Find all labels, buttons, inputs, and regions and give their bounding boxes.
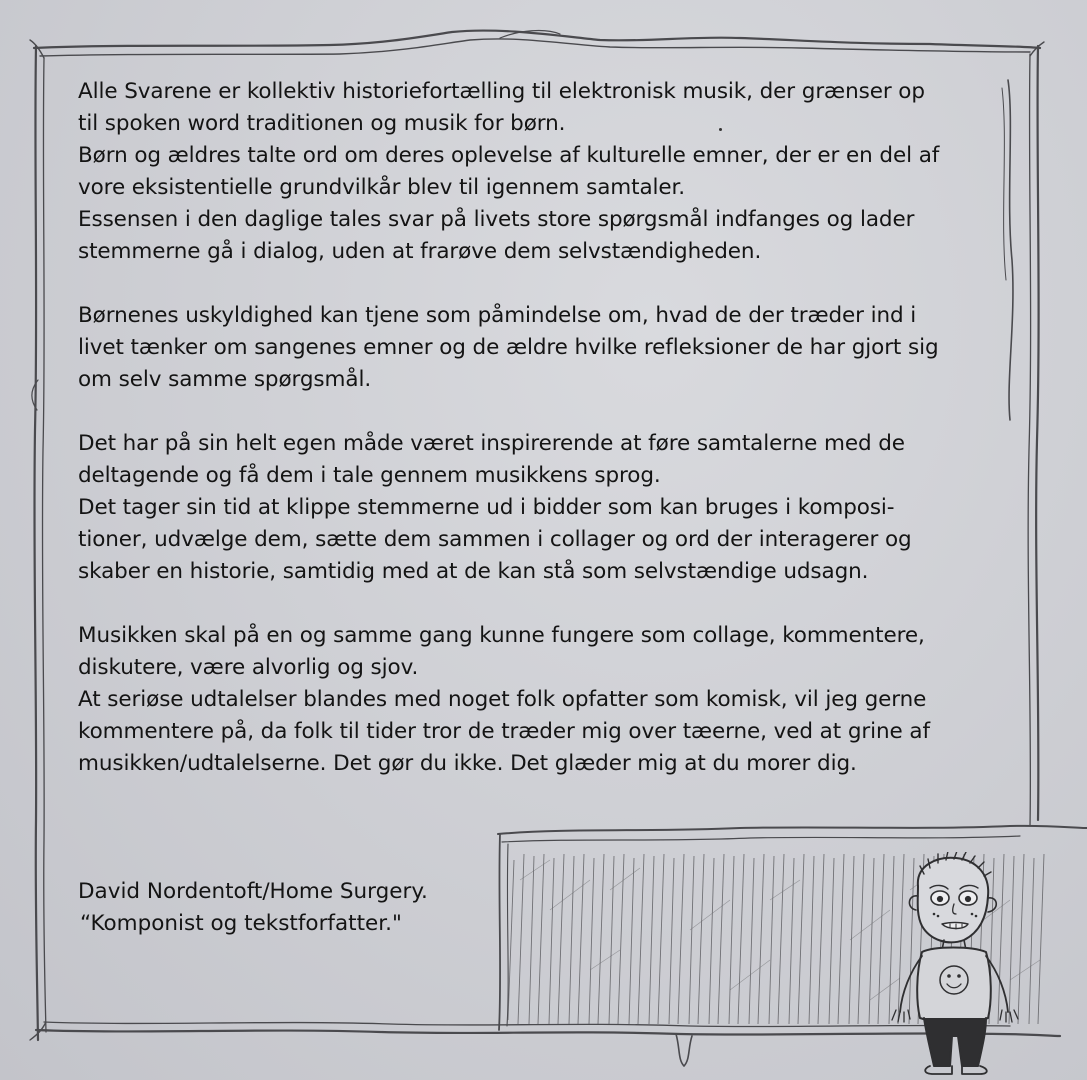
text-line: skaber en historie, samtidig med at de kan stå som selvstændige udsagn. — [78, 559, 869, 584]
text-line: Musikken skal på en og samme gang kunne fungere som collage, kommentere, — [78, 623, 925, 648]
signature-block — [78, 876, 498, 940]
text-line: diskutere, være alvorlig og sjov. — [78, 655, 419, 680]
text-line: kommentere på, da folk til tider tror de træder mig over tæerne, ved at grine af — [78, 719, 930, 744]
text-line: stemmerne gå i dialog, uden at frarøve dem selvstændigheden. — [78, 239, 762, 264]
paragraph — [78, 620, 1008, 780]
text-line: musikken/udtalelserne. Det gør du ikke. Det glæder mig at du morer dig. — [78, 751, 857, 776]
article-body — [78, 76, 1008, 780]
text-line: til spoken word traditionen og musik for børn. — [78, 111, 566, 136]
text-line: Det tager sin tid at klippe stemmerne ud i bidder som kan bruges i komposi- — [78, 495, 895, 520]
text-line: vore eksistentielle grundvilkår blev til igennem samtaler. — [78, 175, 686, 200]
text-line: Børn og ældres talte ord om deres oplevelse af kulturelle emner, der er en del af — [78, 143, 940, 168]
signature-name: David Nordentoft/Home Surgery. — [78, 879, 428, 904]
text-line: livet tænker om sangenes emner og de ældre hvilke refleksioner de har gjort sig — [78, 335, 939, 360]
text-line: tioner, udvælge dem, sætte dem sammen i collager og ord der interagerer og — [78, 527, 912, 552]
sketched-child-icon — [860, 852, 1030, 1076]
text-line: Alle Svarene er kollektiv historiefortælling til elektronisk musik, der grænser op — [78, 79, 925, 104]
text-line: om selv samme spørgsmål. — [78, 367, 372, 392]
paragraph — [78, 76, 1008, 268]
paragraph — [78, 300, 1008, 396]
text-line: At seriøse udtalelser blandes med noget folk opfatter som komisk, vil jeg gerne — [78, 687, 927, 712]
paragraph — [78, 428, 1008, 588]
text-line: Essensen i den daglige tales svar på livets store spørgsmål indfanges og lader — [78, 207, 915, 232]
signature-role: “Komponist og tekstforfatter." — [80, 911, 402, 936]
text-line: deltagende og få dem i tale gennem musikkens sprog. — [78, 463, 661, 488]
text-line: Det har på sin helt egen måde været inspirerende at føre samtalerne med de — [78, 431, 905, 456]
text-line: Børnenes uskyldighed kan tjene som påmindelse om, hvad de der træder ind i — [78, 303, 917, 328]
